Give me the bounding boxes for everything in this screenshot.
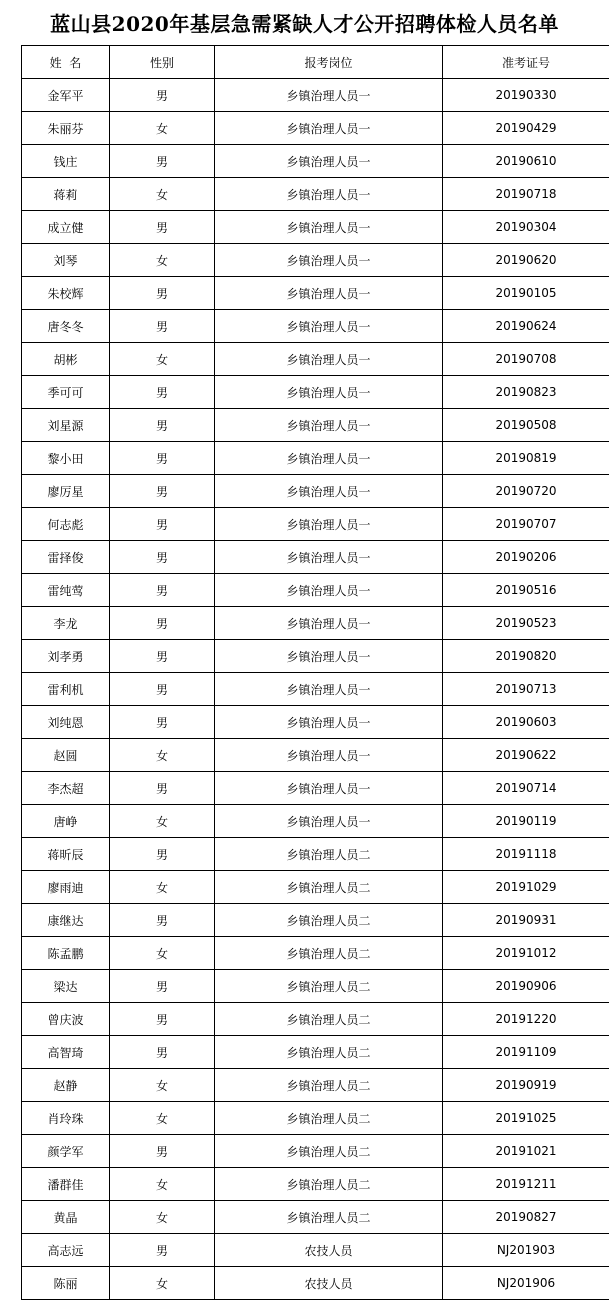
cell-exam-number: 20190610 xyxy=(443,145,609,178)
cell-exam-number: 20190931 xyxy=(443,904,609,937)
cell-gender: 女 xyxy=(110,805,215,838)
cell-gender: 男 xyxy=(110,640,215,673)
cell-position: 乡镇治理人员一 xyxy=(215,673,443,706)
cell-gender: 男 xyxy=(110,607,215,640)
cell-position: 乡镇治理人员一 xyxy=(215,442,443,475)
cell-name: 钱庄 xyxy=(22,145,110,178)
cell-gender: 男 xyxy=(110,1003,215,1036)
cell-position: 乡镇治理人员一 xyxy=(215,739,443,772)
table-row xyxy=(22,739,609,772)
cell-name: 梁达 xyxy=(22,970,110,1003)
cell-exam-number: 20190429 xyxy=(443,112,609,145)
cell-exam-number: 20190718 xyxy=(443,178,609,211)
table-row xyxy=(22,838,609,871)
cell-name: 廖雨迪 xyxy=(22,871,110,904)
cell-name: 雷利机 xyxy=(22,673,110,706)
table-row xyxy=(22,607,609,640)
cell-gender: 男 xyxy=(110,574,215,607)
cell-name: 成立健 xyxy=(22,211,110,244)
table-row xyxy=(22,1069,609,1102)
cell-exam-number: 20190720 xyxy=(443,475,609,508)
cell-position: 乡镇治理人员二 xyxy=(215,1102,443,1135)
cell-position: 乡镇治理人员一 xyxy=(215,805,443,838)
cell-name: 胡彬 xyxy=(22,343,110,376)
cell-exam-number: NJ201903 xyxy=(443,1234,609,1267)
cell-position: 乡镇治理人员一 xyxy=(215,475,443,508)
table-row xyxy=(22,211,609,244)
cell-exam-number: 20190119 xyxy=(443,805,609,838)
cell-name: 赵静 xyxy=(22,1069,110,1102)
cell-exam-number: 20190330 xyxy=(443,79,609,112)
cell-position: 乡镇治理人员二 xyxy=(215,1168,443,1201)
cell-name: 唐冬冬 xyxy=(22,310,110,343)
table-row xyxy=(22,1201,609,1234)
cell-exam-number: 20190206 xyxy=(443,541,609,574)
cell-position: 乡镇治理人员一 xyxy=(215,541,443,574)
cell-exam-number: 20190516 xyxy=(443,574,609,607)
table-row xyxy=(22,1168,609,1201)
table-row xyxy=(22,310,609,343)
header-gender: 性别 xyxy=(110,46,215,79)
table-body xyxy=(22,79,609,1300)
table-header-row xyxy=(22,46,609,79)
cell-name: 赵圆 xyxy=(22,739,110,772)
cell-position: 乡镇治理人员一 xyxy=(215,178,443,211)
cell-gender: 男 xyxy=(110,211,215,244)
table-row xyxy=(22,871,609,904)
cell-exam-number: 20191021 xyxy=(443,1135,609,1168)
cell-gender: 女 xyxy=(110,244,215,277)
cell-gender: 男 xyxy=(110,310,215,343)
cell-exam-number: 20190820 xyxy=(443,640,609,673)
cell-gender: 女 xyxy=(110,937,215,970)
table-row xyxy=(22,970,609,1003)
table-row xyxy=(22,772,609,805)
cell-name: 黎小田 xyxy=(22,442,110,475)
cell-position: 乡镇治理人员二 xyxy=(215,1003,443,1036)
cell-gender: 男 xyxy=(110,442,215,475)
cell-exam-number: 20191025 xyxy=(443,1102,609,1135)
cell-name: 刘纯恩 xyxy=(22,706,110,739)
cell-exam-number: 20190304 xyxy=(443,211,609,244)
cell-position: 乡镇治理人员二 xyxy=(215,838,443,871)
cell-exam-number: 20190620 xyxy=(443,244,609,277)
cell-name: 刘星源 xyxy=(22,409,110,442)
cell-name: 蒋昕辰 xyxy=(22,838,110,871)
cell-gender: 男 xyxy=(110,772,215,805)
cell-position: 乡镇治理人员一 xyxy=(215,574,443,607)
header-position: 报考岗位 xyxy=(215,46,443,79)
cell-gender: 女 xyxy=(110,1201,215,1234)
cell-gender: 男 xyxy=(110,1234,215,1267)
document-title: 蓝山县2020年基层急需紧缺人才公开招聘体检人员名单 xyxy=(0,0,609,45)
cell-gender: 男 xyxy=(110,475,215,508)
table-row xyxy=(22,442,609,475)
cell-gender: 男 xyxy=(110,277,215,310)
cell-exam-number: 20190622 xyxy=(443,739,609,772)
cell-gender: 男 xyxy=(110,409,215,442)
table-row xyxy=(22,475,609,508)
table-row xyxy=(22,541,609,574)
cell-name: 朱丽芬 xyxy=(22,112,110,145)
cell-name: 黄晶 xyxy=(22,1201,110,1234)
cell-exam-number: 20190713 xyxy=(443,673,609,706)
table-row xyxy=(22,673,609,706)
cell-position: 乡镇治理人员一 xyxy=(215,706,443,739)
cell-position: 乡镇治理人员一 xyxy=(215,376,443,409)
table-row xyxy=(22,1102,609,1135)
cell-exam-number: 20191012 xyxy=(443,937,609,970)
cell-position: 乡镇治理人员二 xyxy=(215,1036,443,1069)
cell-name: 陈丽 xyxy=(22,1267,110,1300)
cell-name: 颜学军 xyxy=(22,1135,110,1168)
cell-gender: 女 xyxy=(110,1267,215,1300)
cell-gender: 女 xyxy=(110,1168,215,1201)
cell-position: 乡镇治理人员二 xyxy=(215,1201,443,1234)
table-row xyxy=(22,640,609,673)
table-row xyxy=(22,1267,609,1300)
table-row xyxy=(22,145,609,178)
cell-position: 农技人员 xyxy=(215,1267,443,1300)
table-row xyxy=(22,1003,609,1036)
table-row xyxy=(22,904,609,937)
cell-gender: 女 xyxy=(110,739,215,772)
cell-position: 乡镇治理人员二 xyxy=(215,1069,443,1102)
cell-exam-number: 20190714 xyxy=(443,772,609,805)
cell-gender: 男 xyxy=(110,970,215,1003)
cell-exam-number: 20190523 xyxy=(443,607,609,640)
table-row xyxy=(22,112,609,145)
cell-position: 乡镇治理人员一 xyxy=(215,145,443,178)
cell-position: 乡镇治理人员一 xyxy=(215,244,443,277)
cell-exam-number: 20190827 xyxy=(443,1201,609,1234)
table-row xyxy=(22,1234,609,1267)
cell-position: 乡镇治理人员一 xyxy=(215,343,443,376)
cell-position: 乡镇治理人员二 xyxy=(215,871,443,904)
cell-exam-number: 20191118 xyxy=(443,838,609,871)
cell-name: 潘群佳 xyxy=(22,1168,110,1201)
cell-exam-number: 20190708 xyxy=(443,343,609,376)
cell-name: 肖玲珠 xyxy=(22,1102,110,1135)
cell-name: 康继达 xyxy=(22,904,110,937)
cell-position: 乡镇治理人员一 xyxy=(215,607,443,640)
cell-exam-number: 20190819 xyxy=(443,442,609,475)
cell-exam-number: 20190823 xyxy=(443,376,609,409)
cell-exam-number: 20190906 xyxy=(443,970,609,1003)
header-exam-number: 准考证号 xyxy=(443,46,609,79)
cell-gender: 女 xyxy=(110,178,215,211)
cell-exam-number: 20190508 xyxy=(443,409,609,442)
cell-gender: 男 xyxy=(110,79,215,112)
cell-name: 何志彪 xyxy=(22,508,110,541)
cell-position: 乡镇治理人员一 xyxy=(215,508,443,541)
cell-name: 唐峥 xyxy=(22,805,110,838)
table-row xyxy=(22,244,609,277)
cell-name: 廖厉星 xyxy=(22,475,110,508)
cell-name: 刘琴 xyxy=(22,244,110,277)
cell-name: 陈孟鹏 xyxy=(22,937,110,970)
cell-position: 乡镇治理人员一 xyxy=(215,310,443,343)
cell-position: 乡镇治理人员二 xyxy=(215,937,443,970)
header-name: 姓 名 xyxy=(22,46,110,79)
cell-gender: 女 xyxy=(110,1102,215,1135)
cell-gender: 男 xyxy=(110,706,215,739)
table-row xyxy=(22,508,609,541)
cell-gender: 男 xyxy=(110,376,215,409)
cell-exam-number: 20191220 xyxy=(443,1003,609,1036)
table-row xyxy=(22,1036,609,1069)
cell-name: 李龙 xyxy=(22,607,110,640)
cell-position: 农技人员 xyxy=(215,1234,443,1267)
cell-gender: 男 xyxy=(110,838,215,871)
cell-name: 雷纯莺 xyxy=(22,574,110,607)
cell-gender: 女 xyxy=(110,1069,215,1102)
table-row xyxy=(22,574,609,607)
cell-position: 乡镇治理人员二 xyxy=(215,1135,443,1168)
table-row xyxy=(22,409,609,442)
cell-name: 雷择俊 xyxy=(22,541,110,574)
table-row xyxy=(22,343,609,376)
cell-exam-number: 20191029 xyxy=(443,871,609,904)
table-row xyxy=(22,277,609,310)
cell-position: 乡镇治理人员二 xyxy=(215,970,443,1003)
table-row xyxy=(22,706,609,739)
cell-gender: 男 xyxy=(110,1036,215,1069)
cell-gender: 男 xyxy=(110,673,215,706)
cell-gender: 男 xyxy=(110,541,215,574)
table-row xyxy=(22,79,609,112)
cell-name: 季可可 xyxy=(22,376,110,409)
cell-name: 高智琦 xyxy=(22,1036,110,1069)
cell-gender: 女 xyxy=(110,871,215,904)
table-row xyxy=(22,805,609,838)
cell-gender: 男 xyxy=(110,1135,215,1168)
cell-name: 刘孝勇 xyxy=(22,640,110,673)
cell-exam-number: 20190105 xyxy=(443,277,609,310)
cell-gender: 女 xyxy=(110,112,215,145)
cell-name: 朱校辉 xyxy=(22,277,110,310)
candidate-table xyxy=(21,45,609,1300)
cell-exam-number: 20190919 xyxy=(443,1069,609,1102)
cell-position: 乡镇治理人员一 xyxy=(215,772,443,805)
cell-position: 乡镇治理人员一 xyxy=(215,112,443,145)
cell-exam-number: 20191211 xyxy=(443,1168,609,1201)
cell-exam-number: 20190603 xyxy=(443,706,609,739)
cell-gender: 女 xyxy=(110,343,215,376)
cell-position: 乡镇治理人员一 xyxy=(215,211,443,244)
cell-exam-number: 20190624 xyxy=(443,310,609,343)
cell-position: 乡镇治理人员一 xyxy=(215,640,443,673)
cell-gender: 男 xyxy=(110,904,215,937)
table-row xyxy=(22,937,609,970)
cell-position: 乡镇治理人员一 xyxy=(215,79,443,112)
cell-name: 蒋莉 xyxy=(22,178,110,211)
cell-name: 金军平 xyxy=(22,79,110,112)
table-row xyxy=(22,178,609,211)
table-row xyxy=(22,376,609,409)
cell-exam-number: 20190707 xyxy=(443,508,609,541)
cell-position: 乡镇治理人员一 xyxy=(215,277,443,310)
cell-gender: 男 xyxy=(110,508,215,541)
cell-position: 乡镇治理人员一 xyxy=(215,409,443,442)
cell-exam-number: NJ201906 xyxy=(443,1267,609,1300)
cell-gender: 男 xyxy=(110,145,215,178)
cell-position: 乡镇治理人员二 xyxy=(215,904,443,937)
cell-exam-number: 20191109 xyxy=(443,1036,609,1069)
cell-name: 高志远 xyxy=(22,1234,110,1267)
table-row xyxy=(22,1135,609,1168)
cell-name: 曾庆波 xyxy=(22,1003,110,1036)
cell-name: 李杰超 xyxy=(22,772,110,805)
